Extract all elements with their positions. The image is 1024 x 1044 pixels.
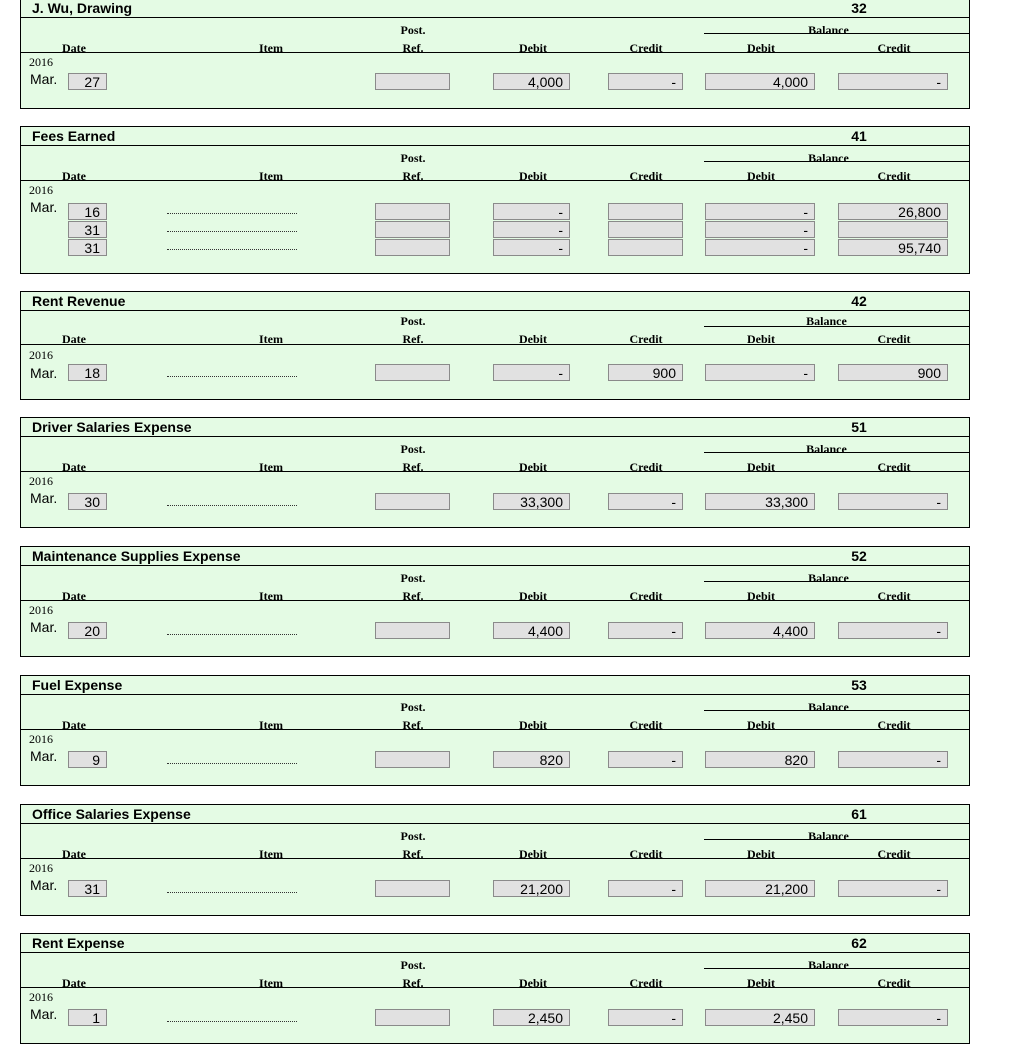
- balance-header: Balance: [808, 829, 849, 843]
- balance-header: Balance: [808, 958, 849, 972]
- debit-header: Debit: [519, 847, 547, 861]
- balance-debit-input[interactable]: 820: [705, 751, 815, 768]
- header-divider: [21, 600, 969, 601]
- month-label: Mar.: [30, 877, 58, 893]
- post-ref-input[interactable]: [375, 221, 450, 238]
- day-input[interactable]: 16: [68, 203, 107, 220]
- account-name: Maintenance Supplies Expense: [32, 548, 241, 564]
- post-header: Post.: [400, 700, 426, 714]
- credit-input[interactable]: -: [608, 751, 683, 768]
- day-input[interactable]: 9: [68, 751, 107, 768]
- balance-divider: [704, 968, 969, 969]
- balance-debit-header: Debit: [747, 718, 775, 732]
- ref-header: Ref.: [402, 169, 424, 183]
- debit-header: Debit: [519, 332, 547, 346]
- balance-debit-input[interactable]: -: [705, 364, 815, 381]
- balance-header: Balance: [808, 700, 849, 714]
- year-label: 2016: [29, 861, 53, 875]
- balance-debit-input[interactable]: 21,200: [705, 880, 815, 897]
- year-label: 2016: [29, 990, 53, 1004]
- credit-input[interactable]: [608, 203, 683, 220]
- balance-debit-input[interactable]: -: [705, 239, 815, 256]
- account-name: Driver Salaries Expense: [32, 419, 192, 435]
- account-number: 53: [851, 677, 867, 693]
- post-header: Post.: [400, 958, 426, 972]
- balance-header: Balance: [806, 314, 847, 328]
- account-name: Fuel Expense: [32, 677, 123, 693]
- year-label: 2016: [29, 55, 53, 69]
- ledger-account: [20, 417, 970, 528]
- account-title-row: [21, 547, 969, 566]
- balance-credit-input[interactable]: -: [838, 751, 948, 768]
- item-dotted-line: [167, 248, 297, 250]
- day-input[interactable]: 20: [68, 622, 107, 639]
- day-input[interactable]: 31: [68, 239, 107, 256]
- balance-credit-header: Credit: [877, 169, 911, 183]
- balance-divider: [704, 326, 969, 327]
- month-label: Mar.: [30, 748, 58, 764]
- credit-input[interactable]: -: [608, 1009, 683, 1026]
- item-header: Item: [259, 460, 283, 474]
- balance-credit-header: Credit: [877, 847, 911, 861]
- balance-header: Balance: [806, 442, 847, 456]
- ledger-account: [20, 804, 970, 916]
- credit-header: Credit: [629, 332, 663, 346]
- item-dotted-line: [167, 762, 297, 764]
- ref-header: Ref.: [402, 589, 424, 603]
- month-label: Mar.: [30, 365, 58, 381]
- item-header: Item: [259, 169, 283, 183]
- account-title-row: [21, 805, 969, 824]
- balance-debit-input[interactable]: 4,000: [705, 73, 815, 90]
- debit-input[interactable]: 4,000: [493, 73, 570, 90]
- ref-header: Ref.: [402, 332, 424, 346]
- account-title-row: [21, 676, 969, 695]
- balance-credit-header: Credit: [877, 976, 911, 990]
- debit-header: Debit: [519, 589, 547, 603]
- debit-header: Debit: [519, 976, 547, 990]
- date-header: Date: [62, 169, 86, 183]
- debit-input[interactable]: 4,400: [493, 622, 570, 639]
- item-dotted-line: [167, 375, 297, 377]
- item-dotted-line: [167, 1020, 297, 1022]
- debit-input[interactable]: 820: [493, 751, 570, 768]
- balance-debit-input[interactable]: -: [705, 203, 815, 220]
- post-ref-input[interactable]: [375, 751, 450, 768]
- balance-debit-header: Debit: [747, 169, 775, 183]
- header-divider: [21, 858, 969, 859]
- debit-input[interactable]: 2,450: [493, 1009, 570, 1026]
- post-header: Post.: [400, 314, 426, 328]
- debit-input[interactable]: -: [493, 221, 570, 238]
- credit-input[interactable]: 900: [608, 364, 683, 381]
- header-divider: [21, 52, 969, 53]
- ledger-account: [20, 291, 970, 400]
- balance-debit-input[interactable]: 2,450: [705, 1009, 815, 1026]
- credit-input[interactable]: -: [608, 880, 683, 897]
- account-name: Rent Expense: [32, 935, 125, 951]
- date-header: Date: [62, 460, 86, 474]
- post-ref-input[interactable]: [375, 1009, 450, 1026]
- balance-header: Balance: [808, 151, 849, 165]
- account-name: Rent Revenue: [32, 293, 126, 309]
- balance-debit-header: Debit: [747, 332, 775, 346]
- credit-header: Credit: [629, 847, 663, 861]
- balance-debit-header: Debit: [747, 976, 775, 990]
- account-name: Fees Earned: [32, 128, 116, 144]
- balance-credit-header: Credit: [877, 41, 911, 55]
- balance-credit-header: Credit: [877, 332, 911, 346]
- account-title-row: [21, 418, 969, 437]
- credit-header: Credit: [629, 460, 663, 474]
- post-ref-input[interactable]: [375, 203, 450, 220]
- item-header: Item: [259, 41, 283, 55]
- credit-input[interactable]: -: [608, 73, 683, 90]
- post-ref-input[interactable]: [375, 364, 450, 381]
- header-divider: [21, 344, 969, 345]
- date-header: Date: [62, 589, 86, 603]
- month-label: Mar.: [30, 619, 58, 635]
- credit-header: Credit: [629, 589, 663, 603]
- item-dotted-line: [167, 891, 297, 893]
- item-dotted-line: [167, 230, 297, 232]
- day-input[interactable]: 18: [68, 364, 107, 381]
- account-name: Office Salaries Expense: [32, 806, 191, 822]
- ref-header: Ref.: [402, 718, 424, 732]
- debit-input[interactable]: -: [493, 203, 570, 220]
- post-ref-input[interactable]: [375, 622, 450, 639]
- ref-header: Ref.: [402, 976, 424, 990]
- balance-credit-header: Credit: [877, 460, 911, 474]
- balance-credit-input[interactable]: 95,740: [838, 239, 948, 256]
- day-input[interactable]: 30: [68, 493, 107, 510]
- account-title-row: [21, 934, 969, 953]
- debit-input[interactable]: -: [493, 239, 570, 256]
- balance-credit-header: Credit: [877, 718, 911, 732]
- year-label: 2016: [29, 348, 53, 362]
- balance-divider: [704, 710, 969, 711]
- post-ref-input[interactable]: [375, 239, 450, 256]
- date-header: Date: [62, 976, 86, 990]
- ref-header: Ref.: [402, 41, 424, 55]
- item-header: Item: [259, 718, 283, 732]
- ledger-account: [20, 933, 970, 1044]
- balance-divider: [704, 33, 969, 34]
- balance-credit-input[interactable]: 900: [838, 364, 948, 381]
- credit-header: Credit: [629, 41, 663, 55]
- balance-credit-input[interactable]: -: [838, 622, 948, 639]
- credit-input[interactable]: [608, 239, 683, 256]
- post-header: Post.: [400, 829, 426, 843]
- post-header: Post.: [400, 571, 426, 585]
- account-number: 61: [851, 806, 867, 822]
- account-title-row: [21, 292, 969, 311]
- account-number: 52: [851, 548, 867, 564]
- credit-input[interactable]: -: [608, 493, 683, 510]
- day-input[interactable]: 27: [68, 73, 107, 90]
- post-ref-input[interactable]: [375, 493, 450, 510]
- item-dotted-line: [167, 633, 297, 635]
- account-title-row: [21, 0, 969, 18]
- balance-divider: [704, 161, 969, 162]
- post-ref-input[interactable]: [375, 880, 450, 897]
- ledger-account: [20, 126, 970, 274]
- post-ref-input[interactable]: [375, 73, 450, 90]
- debit-header: Debit: [519, 41, 547, 55]
- balance-credit-input[interactable]: -: [838, 1009, 948, 1026]
- year-label: 2016: [29, 183, 53, 197]
- balance-credit-input[interactable]: [838, 221, 948, 238]
- balance-debit-input[interactable]: -: [705, 221, 815, 238]
- ledger-account: [20, 675, 970, 786]
- balance-credit-header: Credit: [877, 589, 911, 603]
- day-input[interactable]: 31: [68, 221, 107, 238]
- month-label: Mar.: [30, 1006, 58, 1022]
- post-header: Post.: [400, 23, 426, 37]
- account-number: 32: [851, 0, 867, 16]
- debit-input[interactable]: -: [493, 364, 570, 381]
- balance-credit-input[interactable]: -: [838, 493, 948, 510]
- date-header: Date: [62, 332, 86, 346]
- item-header: Item: [259, 847, 283, 861]
- item-header: Item: [259, 589, 283, 603]
- balance-header: Balance: [808, 23, 849, 37]
- year-label: 2016: [29, 474, 53, 488]
- balance-divider: [704, 452, 969, 453]
- credit-header: Credit: [629, 169, 663, 183]
- month-label: Mar.: [30, 71, 58, 87]
- credit-input[interactable]: [608, 221, 683, 238]
- account-name: J. Wu, Drawing: [32, 0, 133, 16]
- credit-header: Credit: [629, 718, 663, 732]
- ref-header: Ref.: [402, 847, 424, 861]
- header-divider: [21, 987, 969, 988]
- day-input[interactable]: 1: [68, 1009, 107, 1026]
- debit-header: Debit: [519, 169, 547, 183]
- balance-credit-input[interactable]: -: [838, 880, 948, 897]
- post-header: Post.: [400, 151, 426, 165]
- credit-header: Credit: [629, 976, 663, 990]
- balance-debit-input[interactable]: 4,400: [705, 622, 815, 639]
- header-divider: [21, 729, 969, 730]
- balance-debit-header: Debit: [747, 589, 775, 603]
- debit-input[interactable]: 21,200: [493, 880, 570, 897]
- date-header: Date: [62, 718, 86, 732]
- balance-divider: [704, 839, 969, 840]
- date-header: Date: [62, 847, 86, 861]
- balance-credit-input[interactable]: 26,800: [838, 203, 948, 220]
- item-dotted-line: [167, 212, 297, 214]
- account-number: 51: [851, 419, 867, 435]
- item-dotted-line: [167, 504, 297, 506]
- ref-header: Ref.: [402, 460, 424, 474]
- account-number: 62: [851, 935, 867, 951]
- year-label: 2016: [29, 603, 53, 617]
- post-header: Post.: [400, 442, 426, 456]
- balance-debit-header: Debit: [747, 847, 775, 861]
- header-divider: [21, 180, 969, 181]
- balance-debit-header: Debit: [747, 460, 775, 474]
- month-label: Mar.: [30, 490, 58, 506]
- credit-input[interactable]: -: [608, 622, 683, 639]
- balance-credit-input[interactable]: -: [838, 73, 948, 90]
- day-input[interactable]: 31: [68, 880, 107, 897]
- debit-input[interactable]: 33,300: [493, 493, 570, 510]
- ledger-account: [20, 0, 970, 109]
- item-header: Item: [259, 976, 283, 990]
- ledger-account: [20, 546, 970, 657]
- header-divider: [21, 471, 969, 472]
- debit-header: Debit: [519, 460, 547, 474]
- balance-divider: [704, 581, 969, 582]
- debit-header: Debit: [519, 718, 547, 732]
- account-number: 42: [851, 293, 867, 309]
- account-number: 41: [851, 128, 867, 144]
- balance-debit-header: Debit: [747, 41, 775, 55]
- account-title-row: [21, 127, 969, 146]
- date-header: Date: [62, 41, 86, 55]
- balance-header: Balance: [808, 571, 849, 585]
- year-label: 2016: [29, 732, 53, 746]
- item-header: Item: [259, 332, 283, 346]
- balance-debit-input[interactable]: 33,300: [705, 493, 815, 510]
- month-label: Mar.: [30, 199, 58, 215]
